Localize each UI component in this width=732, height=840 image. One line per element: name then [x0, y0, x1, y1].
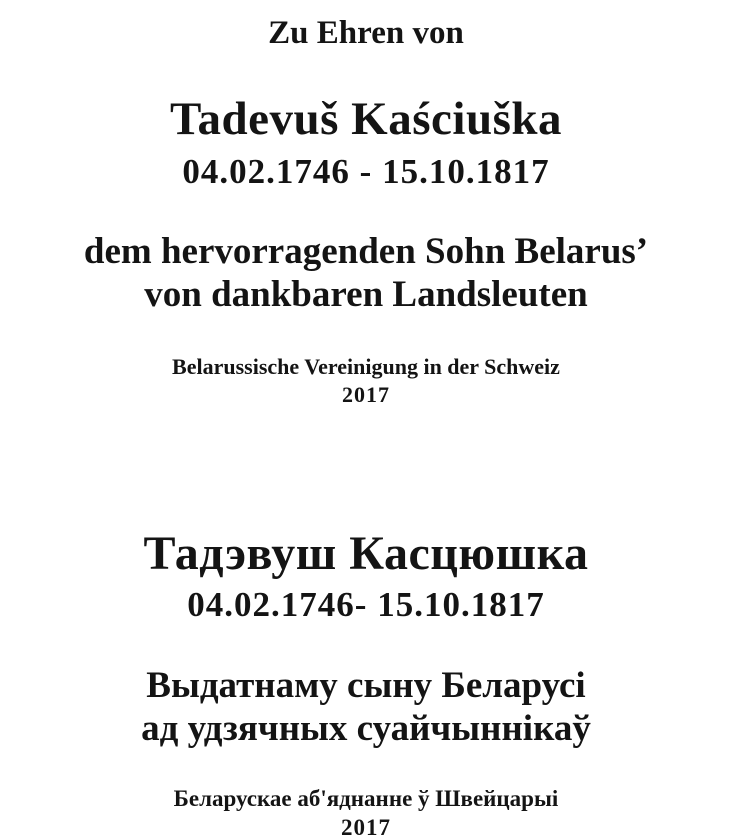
- honoree-name-german: Tadevuš Kaściuška: [169, 93, 563, 145]
- dedication-year-belarusian: 2017: [341, 815, 391, 840]
- life-dates-belarusian: 04.02.1746- 15.10.1817: [187, 585, 545, 624]
- dedication-text-german-line1: dem hervorragenden Sohn Belarus’: [83, 231, 649, 272]
- organization-name-belarusian: Беларускае аб'яднанне ў Швейцарыі: [173, 786, 559, 811]
- dedication-text-belarusian-line2: ад удзячных суайчыннікаў: [141, 708, 591, 749]
- honoree-name-belarusian: Тадэвуш Касцюшка: [143, 527, 589, 580]
- dedication-intro-german: Zu Ehren von: [268, 15, 464, 51]
- dedication-text-german-line2: von dankbaren Landsleuten: [144, 274, 588, 315]
- life-dates-german: 04.02.1746 - 15.10.1817: [182, 152, 550, 191]
- dedication-text-belarusian-line1: Выдатнаму сыну Беларусі: [146, 665, 586, 706]
- organization-name-german: Belarussische Vereinigung in der Schweiz: [172, 354, 560, 379]
- dedication-year-german: 2017: [342, 382, 390, 407]
